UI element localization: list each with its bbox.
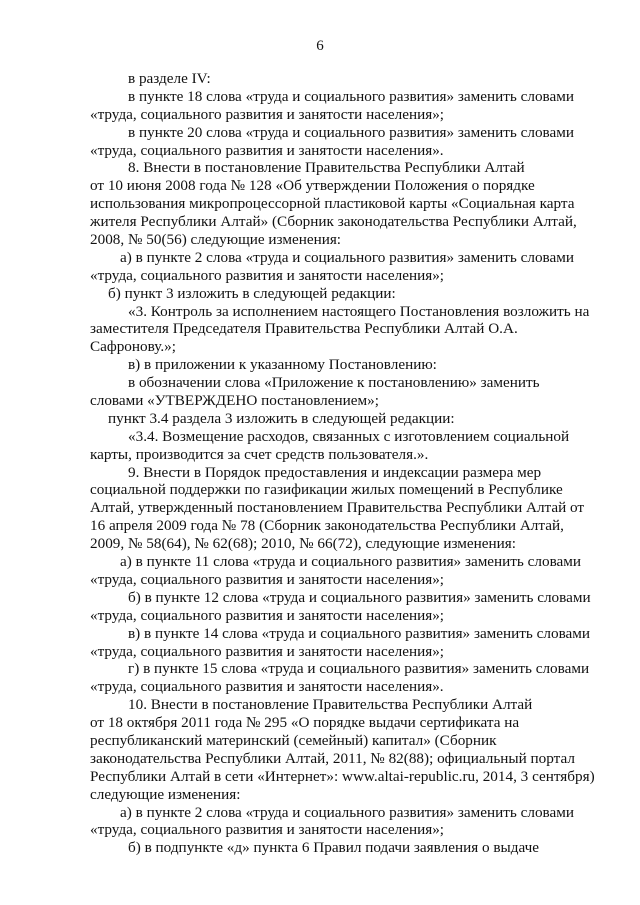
text-line: 2008, № 50(56) следующие изменения: <box>90 231 342 249</box>
text-line: 9. Внести в Порядок предоставления и индексации размера мер <box>128 463 542 481</box>
text-line: пункт 3.4 раздела 3 изложить в следующей редакции: <box>108 409 455 427</box>
text-line: б) в подпункте «д» пункта 6 Правил подачи заявления о выдаче <box>128 839 539 857</box>
text-line: жителя Республики Алтай» (Сборник законодательства Республики Алтай, <box>90 213 577 231</box>
text-line: б) в пункте 12 слова «труда и социального развития» заменить словами <box>128 588 591 606</box>
text-line: 8. Внести в постановление Правительства Республики Алтай <box>128 159 525 177</box>
text-line: 10. Внести в постановление Правительства Республики Алтай <box>128 696 533 714</box>
text-line: а) в пункте 11 слова «труда и социального развития» заменить словами <box>120 553 582 571</box>
text-line: «3. Контроль за исполнением настоящего Постановления возложить на <box>128 302 590 320</box>
page-number: 6 <box>316 38 324 54</box>
text-line: карты, производится за счет средств пользователя.». <box>90 445 429 463</box>
text-line: от 10 июня 2008 года № 128 «Об утверждении Положения о порядке <box>90 177 535 195</box>
text-line: Сафронову.»; <box>90 338 176 356</box>
document-body <box>90 70 595 857</box>
text-line: словами «УТВЕРЖДЕНО постановлением»; <box>90 392 379 410</box>
text-line: а) в пункте 2 слова «труда и социального развития» заменить словами <box>120 248 574 266</box>
text-line: «труда, социального развития и занятости населения»; <box>90 821 445 839</box>
text-line: 2009, № 58(64), № 62(68); 2010, № 66(72), следующие изменения: <box>90 535 516 553</box>
text-line: социальной поддержки по газификации жилых помещений в Республике <box>90 481 563 499</box>
text-line: «3.4. Возмещение расходов, связанных с изготовлением социальной <box>128 427 570 445</box>
text-line: заместителя Председателя Правительства Республики Алтай О.А. <box>90 320 518 338</box>
text-line: республиканский материнский (семейный) капитал» (Сборник <box>90 731 497 749</box>
text-line: в пункте 18 слова «труда и социального развития» заменить словами <box>128 87 574 105</box>
text-line: законодательства Республики Алтай, 2011, № 82(88); официальный портал <box>90 749 575 767</box>
text-line: в) в пункте 14 слова «труда и социального развития» заменить словами <box>128 624 591 642</box>
text-line: от 18 октября 2011 года № 295 «О порядке выдачи сертификата на <box>90 714 520 732</box>
text-line: «труда, социального развития и занятости населения»; <box>90 266 445 284</box>
text-line: следующие изменения: <box>90 785 241 803</box>
text-line: «труда, социального развития и занятости населения»; <box>90 105 445 123</box>
text-line: «труда, социального развития и занятости населения»; <box>90 642 445 660</box>
text-line: «труда, социального развития и занятости населения». <box>90 678 444 696</box>
text-line: в обозначении слова «Приложение к постановлению» заменить <box>128 374 540 392</box>
text-line: «труда, социального развития и занятости населения»; <box>90 606 445 624</box>
text-line: «труда, социального развития и занятости населения». <box>90 141 444 159</box>
text-line: 16 апреля 2009 года № 78 (Сборник законодательства Республики Алтай, <box>90 517 564 535</box>
text-line: использования микропроцессорной пластиковой карты «Социальная карта <box>90 195 575 213</box>
text-line: в пункте 20 слова «труда и социального развития» заменить словами <box>128 123 574 141</box>
text-line: Алтай, утвержденный постановлением Правительства Республики Алтай от <box>90 499 585 517</box>
text-line: Республики Алтай в сети «Интернет»: www.altai-republic.ru, 2014, 3 сентября) <box>90 767 595 785</box>
text-line: в разделе IV: <box>128 70 211 87</box>
text-line: «труда, социального развития и занятости населения»; <box>90 570 445 588</box>
text-line: а) в пункте 2 слова «труда и социального развития» заменить словами <box>120 803 574 821</box>
text-line: б) пункт 3 изложить в следующей редакции: <box>108 284 396 302</box>
text-line: г) в пункте 15 слова «труда и социального развития» заменить словами <box>128 660 590 678</box>
text-line: в) в приложении к указанному Постановлению: <box>128 356 437 374</box>
